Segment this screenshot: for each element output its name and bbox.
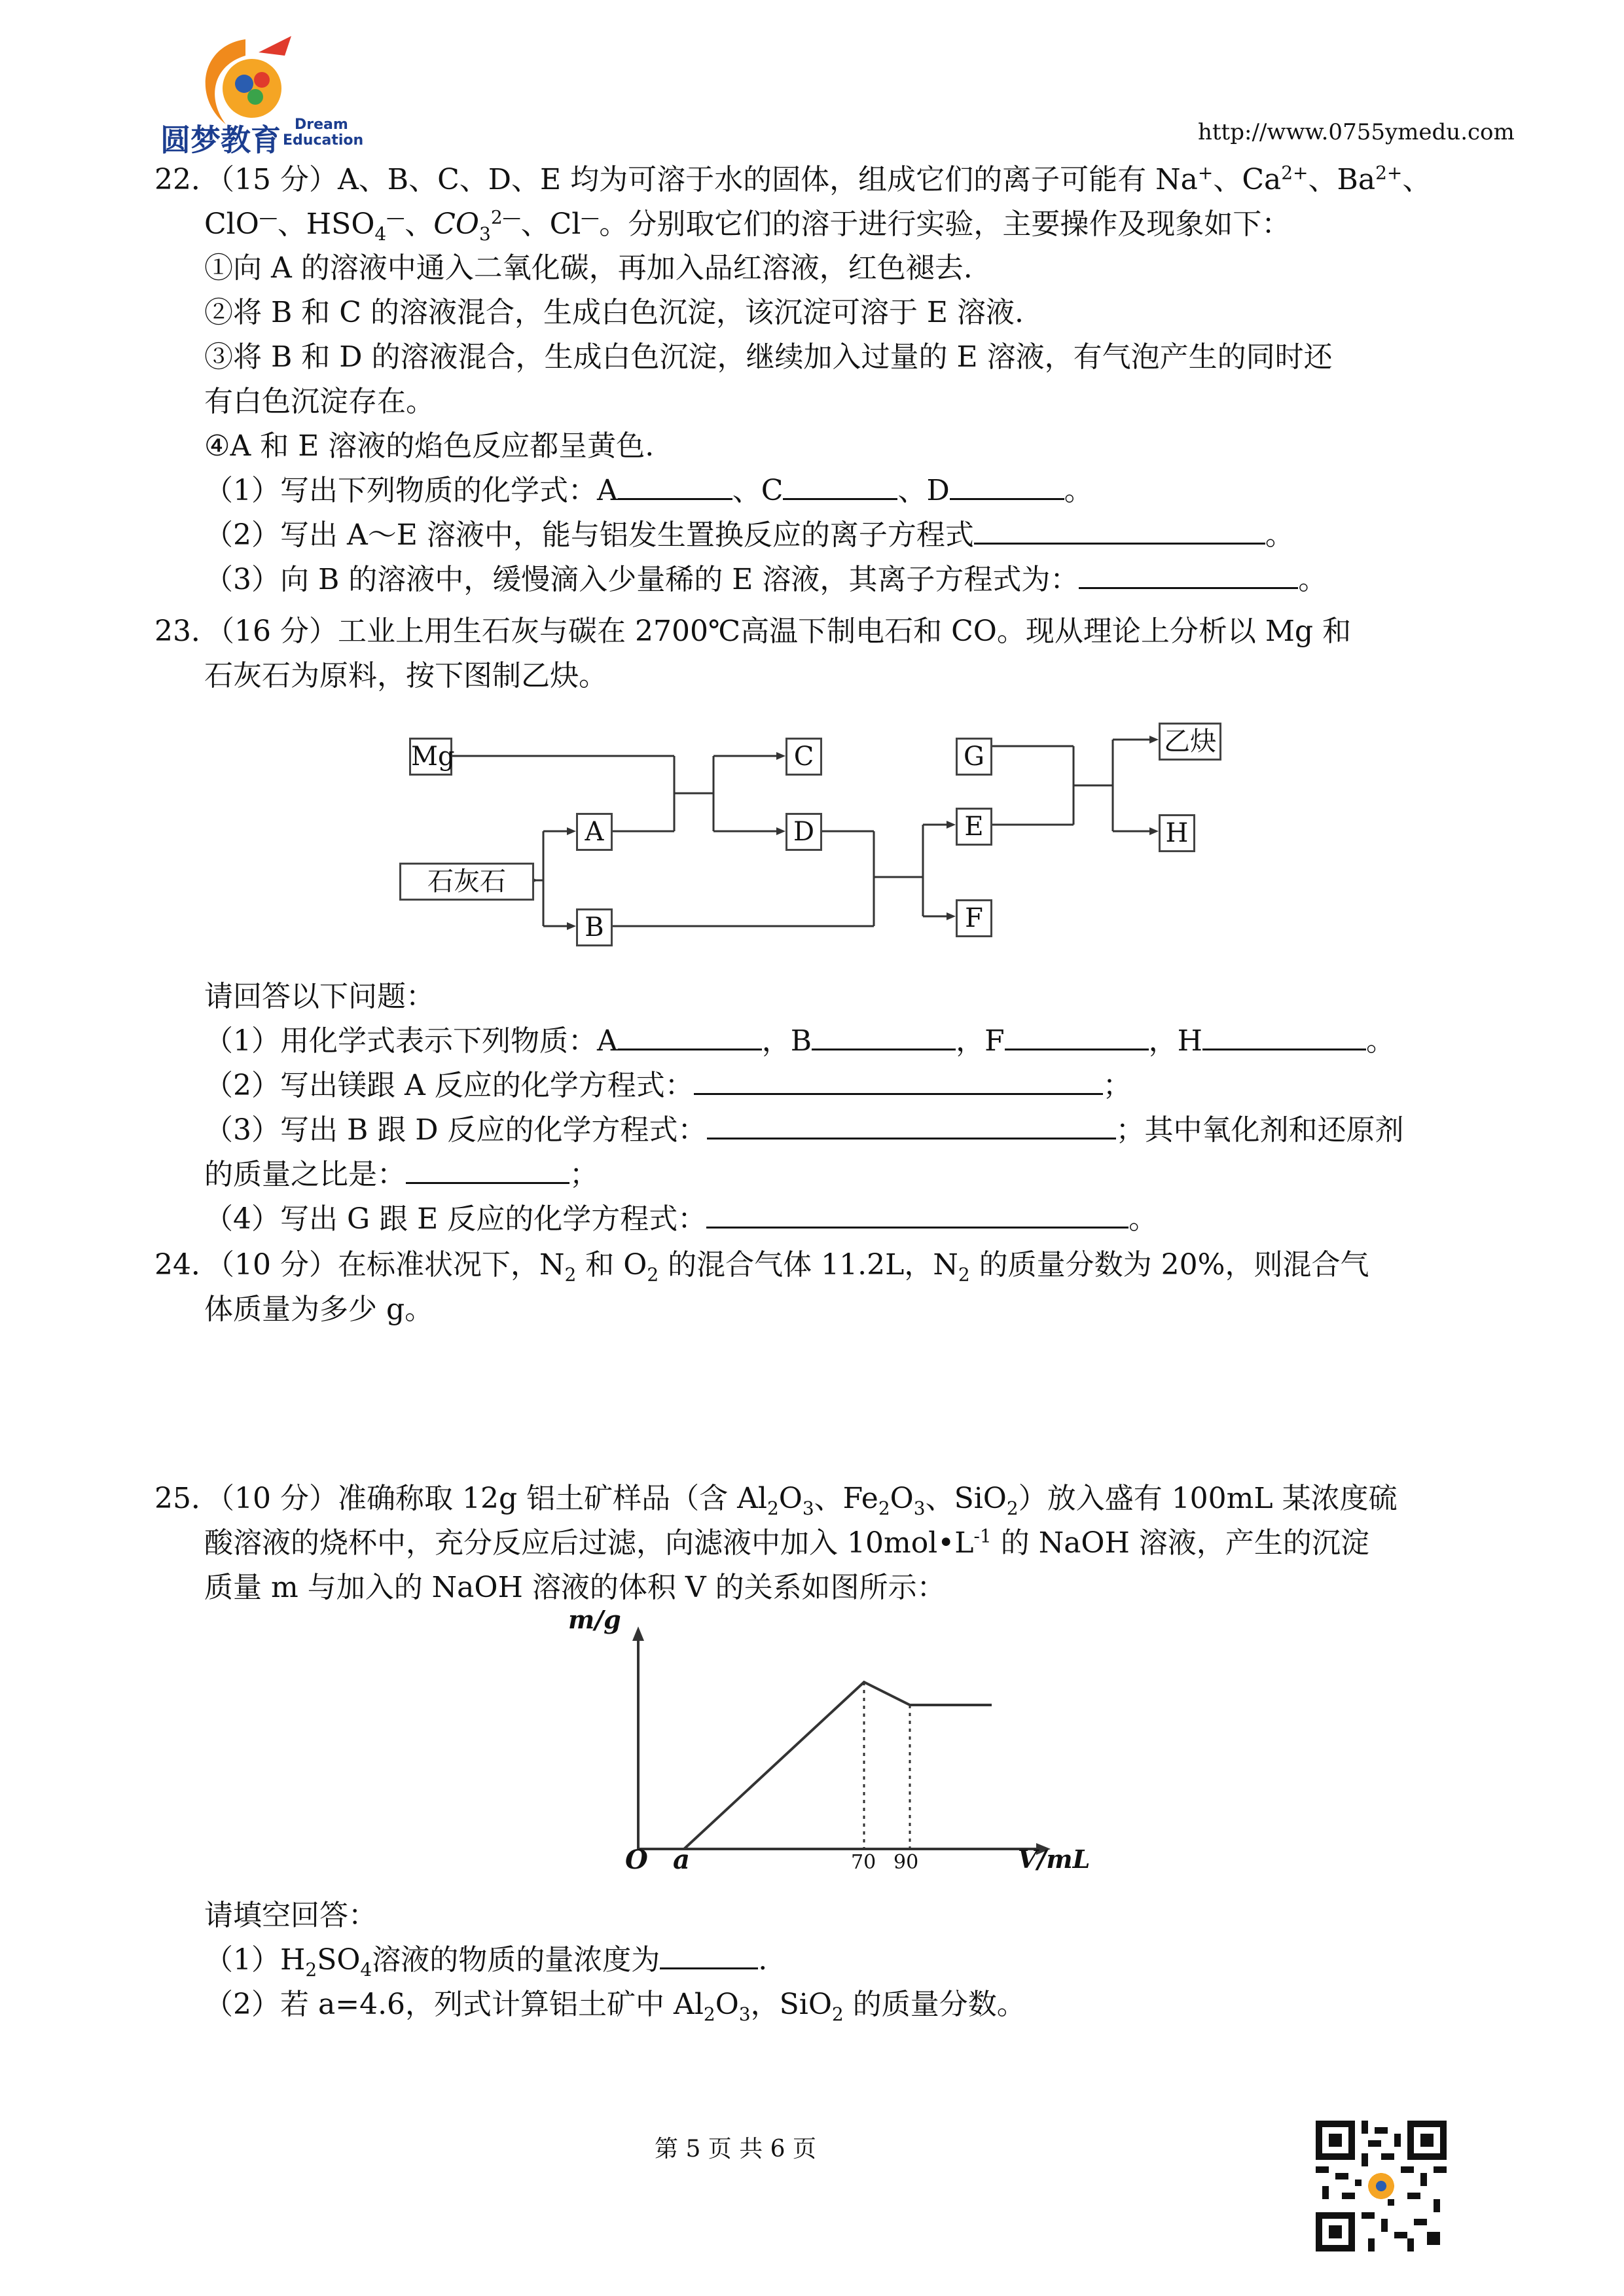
- q22-step3b: 有白色沉淀存在。: [204, 385, 435, 418]
- q24-line2: 体质量为多少 g。: [204, 1293, 434, 1326]
- q25-number: 25．: [154, 1482, 220, 1515]
- q23-line1: [154, 612, 1351, 651]
- q23-part3b: 的质量之比是： ；: [204, 1155, 598, 1194]
- q23-intro1: （16 分）工业上用生石灰与碳在 2700℃高温下制电石和 CO。现从理论上分析以 Mg 和: [220, 615, 1352, 648]
- graph-y-label: m/g: [568, 1605, 621, 1634]
- q23-part3b-text: 的质量之比是：: [204, 1158, 406, 1191]
- answer-blank[interactable]: [660, 1941, 758, 1969]
- q25-ask: 请填空回答：: [204, 1899, 377, 1932]
- q23-part4-text: （4）写出 G 跟 E 反应的化学方程式：: [204, 1202, 707, 1236]
- q24-text-b: 和 O: [576, 1248, 647, 1282]
- q22-step4: ④A 和 E 溶液的焰色反应都呈黄色.: [204, 429, 655, 463]
- q23-number: 23．: [154, 615, 220, 648]
- q24-text-c: 的混合气体 11.2L，N: [659, 1248, 958, 1282]
- answer-blank[interactable]: [1005, 1022, 1149, 1050]
- qr-code: [1316, 2121, 1447, 2251]
- answer-blank[interactable]: [694, 1067, 1103, 1095]
- box-e: E: [956, 808, 992, 846]
- q22-part3-text: （3）向 B 的溶液中，缓慢滴入少量稀的 E 溶液，其离子方程式为：: [204, 563, 1079, 596]
- logo-en-text-2: Education: [283, 132, 364, 149]
- answer-blank[interactable]: [707, 1111, 1116, 1139]
- q25-part1: $(1)H_2SO_4$溶液的物质的量浓度为 .: [204, 1941, 767, 1980]
- box-mg: Mg: [409, 738, 452, 776]
- q22-part2-text: （2）写出 A～E 溶液中，能与铝发生置换反应的离子方程式: [204, 518, 974, 552]
- answer-blank[interactable]: [783, 472, 897, 500]
- graph-x-label: V/mL: [1018, 1844, 1091, 1874]
- q23-part3a-text: （3）写出 B 跟 D 反应的化学方程式：: [204, 1113, 707, 1147]
- q25-l1-end: ）放入盛有 100mL 某浓度硫: [1018, 1482, 1398, 1515]
- q22-part3: （3）向 B 的溶液中，缓慢滴入少量稀的 E 溶液，其离子方程式为： 。: [204, 560, 1327, 600]
- q25-line1: 25．（10 分）准确称取 12g 铝土矿样品（含 $Al_2O_3$、$Fe_2O_3$、SiO$_2$）放入盛有 100mL 某浓度硫: [154, 1482, 1398, 1519]
- q22-part1: （1）写出下列物质的化学式：A 、C 、D 。: [204, 471, 1093, 511]
- graph-tick-90: 90: [893, 1851, 919, 1874]
- q22-score: （15 分）: [220, 163, 338, 196]
- q22-step1: ①向 A 的溶液中通入二氧化碳，再加入品红溶液，红色褪去.: [204, 251, 973, 285]
- q25-part2a-text: （2）若 a=4.6，列式计算铝土矿中 Al: [204, 1988, 704, 2021]
- q24-text-a: （10 分）在标准状况下，N: [220, 1248, 565, 1282]
- box-d: D: [785, 813, 822, 851]
- q23-ask: 请回答以下问题：: [204, 980, 435, 1013]
- q25-l2b-text: 的 NaOH 溶液，产生的沉淀: [991, 1526, 1369, 1560]
- graph-a-label: a: [673, 1844, 690, 1875]
- page-number: 第 5 页 共 6 页: [655, 2136, 817, 2162]
- answer-blank[interactable]: [812, 1022, 956, 1050]
- q25-line2: 酸溶液的烧杯中，充分反应后过滤，向滤液中加入 $10mol•L^{-1}$ 的 NaOH 溶液，产生的沉淀: [204, 1525, 1369, 1560]
- logo-en-text-1: Dream: [295, 117, 348, 133]
- graph-tick-70: 70: [851, 1851, 876, 1874]
- q25-line3: 质量 m 与加入的 NaOH 溶液的体积 V 的关系如图所示：: [204, 1571, 946, 1604]
- q22-step2: ②将 B 和 C 的溶液混合，生成白色沉淀，该沉淀可溶于 E 溶液.: [204, 296, 1024, 329]
- q24-line1: 24．（10 分）在标准状况下，$N_2$ 和 $O_2$ 的混合气体 11.2L，$N_2$ 的质量分数为 20%，则混合气: [154, 1248, 1369, 1285]
- answer-blank[interactable]: [974, 516, 1265, 545]
- box-acetylene: 乙炔: [1159, 723, 1221, 761]
- box-b: B: [576, 908, 613, 946]
- answer-blank[interactable]: [618, 472, 732, 500]
- q25-l2a-text: 酸溶液的烧杯中，充分反应后过滤，向滤液中加入 10mol•L: [204, 1526, 974, 1560]
- q22-line2: ClO—、$HSO_4^—$、$CO_3^{2—}$、Cl—。分别取它们的溶于进行实验，主要操作及现象如下：: [204, 206, 1291, 245]
- logo-cn-text: 圆梦教育: [160, 122, 281, 158]
- q22-part1-text: （1）写出下列物质的化学式：A: [204, 474, 618, 507]
- answer-blank[interactable]: [950, 472, 1064, 500]
- graph-origin: O: [625, 1844, 648, 1875]
- q22-intro1: A、B、C、D、E 均为可溶于水的固体，组成它们的离子可能有 Na: [337, 163, 1198, 196]
- q22-number: 22．: [154, 163, 220, 196]
- q23-part3a: [204, 1111, 1404, 1150]
- box-f: F: [956, 899, 992, 937]
- q23-part2-text: （2）写出镁跟 A 反应的化学方程式：: [204, 1069, 694, 1102]
- box-a: A: [576, 813, 613, 851]
- q24-number: 24．: [154, 1248, 220, 1282]
- answer-blank[interactable]: [406, 1156, 569, 1184]
- answer-blank[interactable]: [1079, 561, 1298, 589]
- q24-text-d: 的质量分数为 20%，则混合气: [969, 1248, 1369, 1282]
- answer-blank[interactable]: [618, 1022, 762, 1050]
- box-c: C: [785, 738, 822, 776]
- q25-part2b-text: 的质量分数。: [852, 1988, 1026, 2021]
- box-g: G: [956, 738, 992, 776]
- q22-step3a: ③将 B 和 D 的溶液混合，生成白色沉淀，继续加入过量的 E 溶液，有气泡产生的同时还: [204, 340, 1333, 374]
- box-limestone: 石灰石: [399, 863, 534, 901]
- header-url: http://www.0755ymedu.com: [1198, 119, 1515, 145]
- q22-intro2-tail: 。分别取它们的溶于进行实验，主要操作及现象如下：: [599, 207, 1291, 241]
- q23-part1-text: （1）用化学式表示下列物质：A: [204, 1024, 618, 1058]
- answer-blank[interactable]: [1202, 1022, 1366, 1050]
- q23-part3a-tail: ；其中氧化剂和还原剂: [1115, 1113, 1404, 1147]
- q25-part2: （2）若 a=4.6，列式计算铝土矿中 $Al_2O_3$，SiO$_2$ 的质量分数。: [204, 1988, 1026, 2025]
- q23-part4: （4）写出 G 跟 E 反应的化学方程式： 。: [204, 1200, 1157, 1239]
- q25-l1-text: （10 分）准确称取 12g 铝土矿样品（含 Al: [220, 1482, 767, 1515]
- box-h: H: [1159, 814, 1195, 852]
- answer-blank[interactable]: [706, 1200, 1128, 1229]
- q25-part1-text: 溶液的物质的量浓度为: [372, 1943, 660, 1977]
- q23-part1: （1）用化学式表示下列物质：A ，B ，F ，H 。: [204, 1022, 1395, 1061]
- q22-line1: 22．（15 分）A、B、C、D、E 均为可溶于水的固体，组成它们的离子可能有 Na+、$Ca^{2+}$、$Ba^{2+}$、: [154, 162, 1432, 196]
- q23-line2: 石灰石为原料，按下图制乙炔。: [204, 659, 607, 692]
- q22-part2: （2）写出 A～E 溶液中，能与铝发生置换反应的离子方程式 。: [204, 516, 1294, 555]
- q23-part2: （2）写出镁跟 A 反应的化学方程式： ；: [204, 1066, 1132, 1105]
